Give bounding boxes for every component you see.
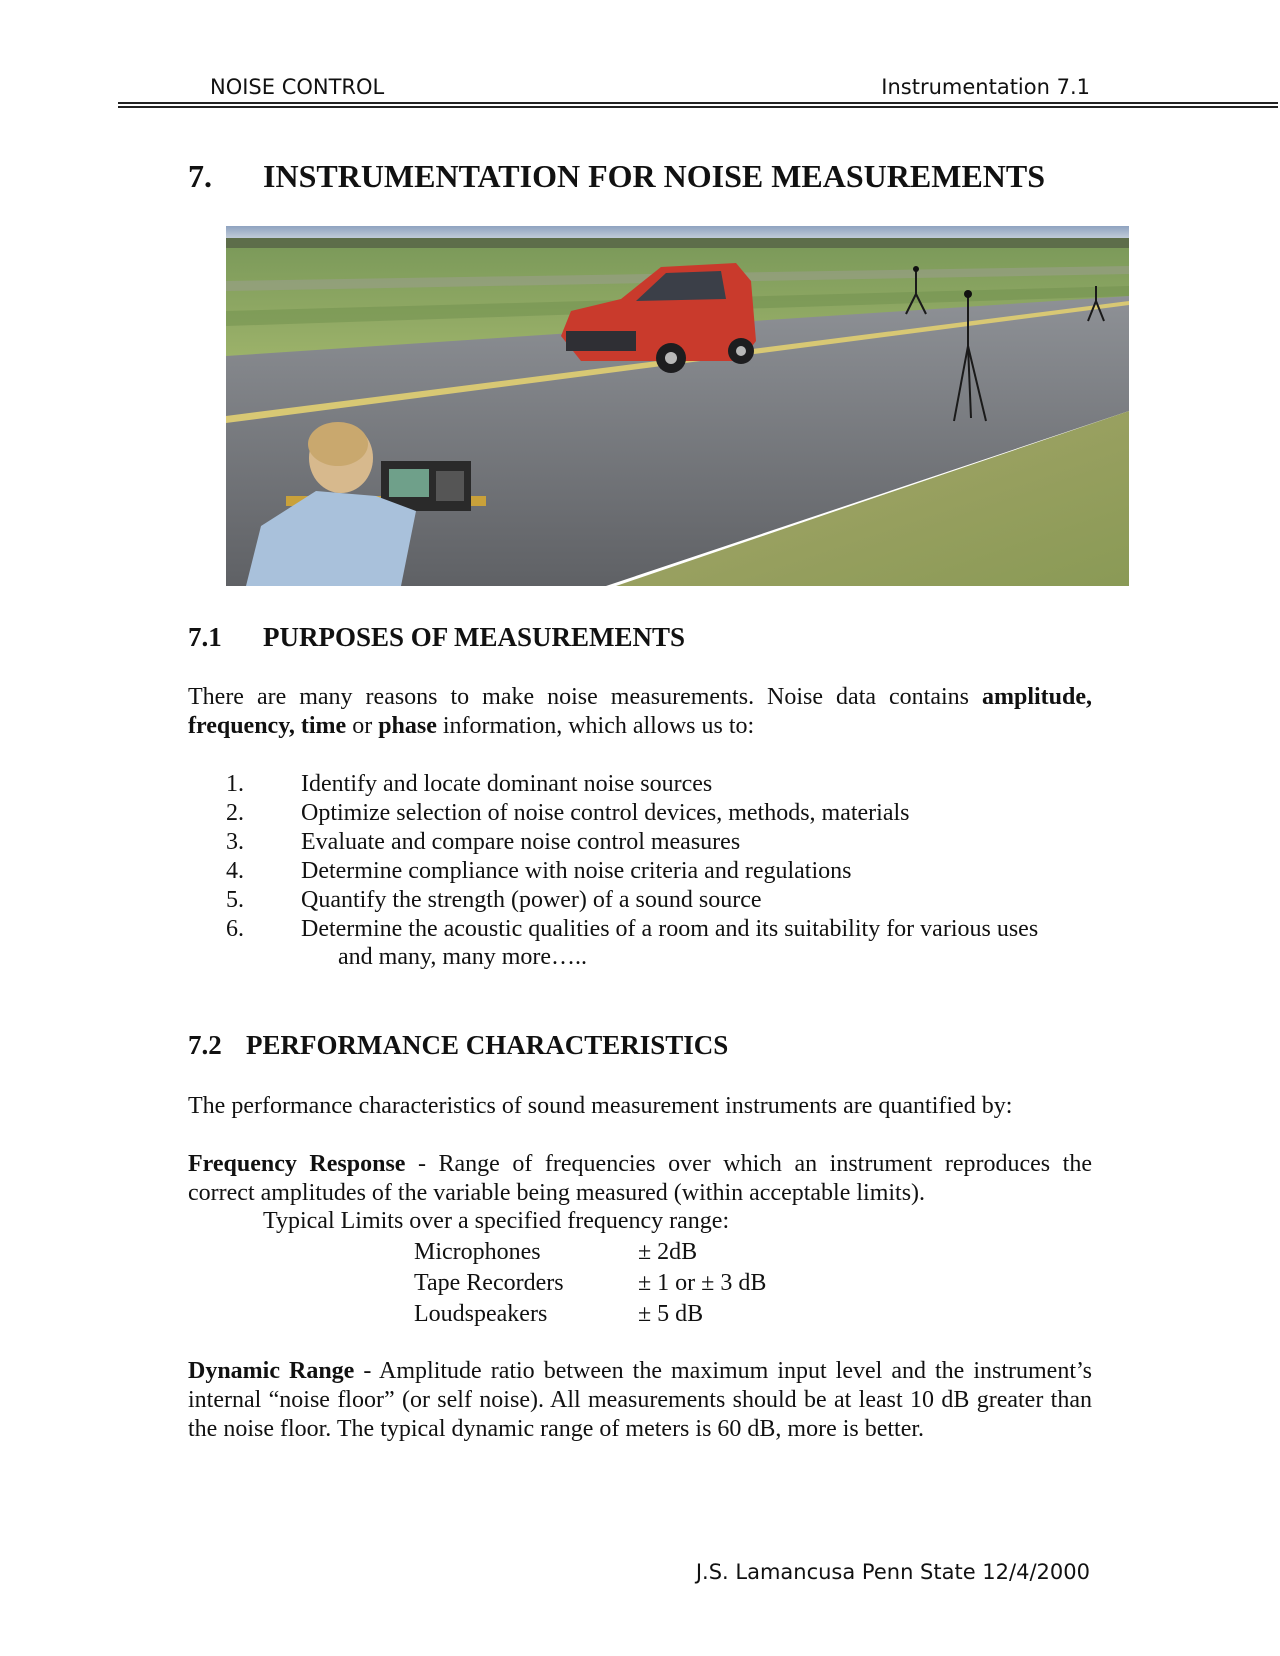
header-rule-top xyxy=(118,102,1278,104)
intro-text-3: information, which allows us to: xyxy=(436,713,755,739)
section-number: 7.1 xyxy=(188,622,222,652)
limit-value: ± 5 dB xyxy=(638,1301,704,1327)
list-item-text: Identify and locate dominant noise sources xyxy=(301,771,713,797)
section-heading-purposes xyxy=(188,622,685,653)
frequency-response-paragraph xyxy=(188,1150,1092,1208)
limit-value: ± 2dB xyxy=(638,1239,698,1265)
chapter-title-text: INSTRUMENTATION FOR NOISE MEASUREMENTS xyxy=(263,158,1046,194)
list-item-number: 5. xyxy=(226,887,244,913)
dynamic-range-paragraph xyxy=(188,1357,1092,1444)
limit-device: Microphones xyxy=(414,1239,541,1265)
list-item-text: Evaluate and compare noise control measures xyxy=(301,829,741,855)
list-item-number: 6. xyxy=(226,916,244,942)
section-heading-text: PERFORMANCE CHARACTERISTICS xyxy=(246,1030,729,1060)
running-header-left: NOISE CONTROL xyxy=(210,75,385,99)
limit-device: Loudspeakers xyxy=(414,1301,548,1327)
list-item-number: 2. xyxy=(226,800,244,826)
section-number: 7.2 xyxy=(188,1030,222,1060)
chapter-title xyxy=(188,158,1045,195)
chapter-number: 7. xyxy=(188,158,212,194)
intro-bold-2: phase xyxy=(378,713,437,739)
dynamic-range-term: Dynamic Range xyxy=(188,1358,355,1384)
header-rule-bottom xyxy=(118,106,1278,108)
running-header-right: Instrumentation 7.1 xyxy=(881,75,1090,99)
list-item-text: Determine compliance with noise criteria and regulations xyxy=(301,858,852,884)
list-tail: and many, many more….. xyxy=(338,944,588,970)
dynamic-range-text: - Amplitude ratio between the maximum input level and the instrument’s internal “noise floor” (or self noise). All measurements should be at least 10 dB greater than the noise floor. The typical dynamic range of meters is 60 dB, more is better. xyxy=(188,1358,1092,1442)
list-item-text: Quantify the strength (power) of a sound source xyxy=(301,887,762,913)
frequency-response-term: Frequency Response xyxy=(188,1151,406,1177)
list-item-text: Optimize selection of noise control devices, methods, materials xyxy=(301,800,910,826)
intro-text-2: or xyxy=(346,713,379,739)
page-footer: J.S. Lamancusa Penn State 12/4/2000 xyxy=(695,1560,1090,1584)
intro-bold-1: amplitude, frequency, time xyxy=(188,684,1092,739)
list-item-number: 4. xyxy=(226,858,244,884)
limit-value: ± 1 or ± 3 dB xyxy=(638,1270,767,1296)
drive-by-noise-test-photo xyxy=(226,226,1129,586)
limits-intro: Typical Limits over a specified frequency range: xyxy=(263,1208,730,1234)
performance-intro: The performance characteristics of sound measurement instruments are quantified by: xyxy=(188,1093,1013,1119)
list-item-number: 1. xyxy=(226,771,244,797)
list-item-number: 3. xyxy=(226,829,244,855)
intro-text-1: There are many reasons to make noise measurements. Noise data contains xyxy=(188,684,982,710)
list-item-text: Determine the acoustic qualities of a room and its suitability for various uses xyxy=(301,916,1039,942)
section-heading-text: PURPOSES OF MEASUREMENTS xyxy=(263,622,686,652)
purposes-intro-paragraph xyxy=(188,683,1092,741)
photo-illustration xyxy=(226,226,1129,586)
frequency-response-text: - Range of frequencies over which an instrument reproduces the correct amplitudes of the variable being measured (within acceptable limits). xyxy=(188,1151,1092,1206)
section-heading-performance xyxy=(188,1030,728,1061)
limit-device: Tape Recorders xyxy=(414,1270,564,1296)
